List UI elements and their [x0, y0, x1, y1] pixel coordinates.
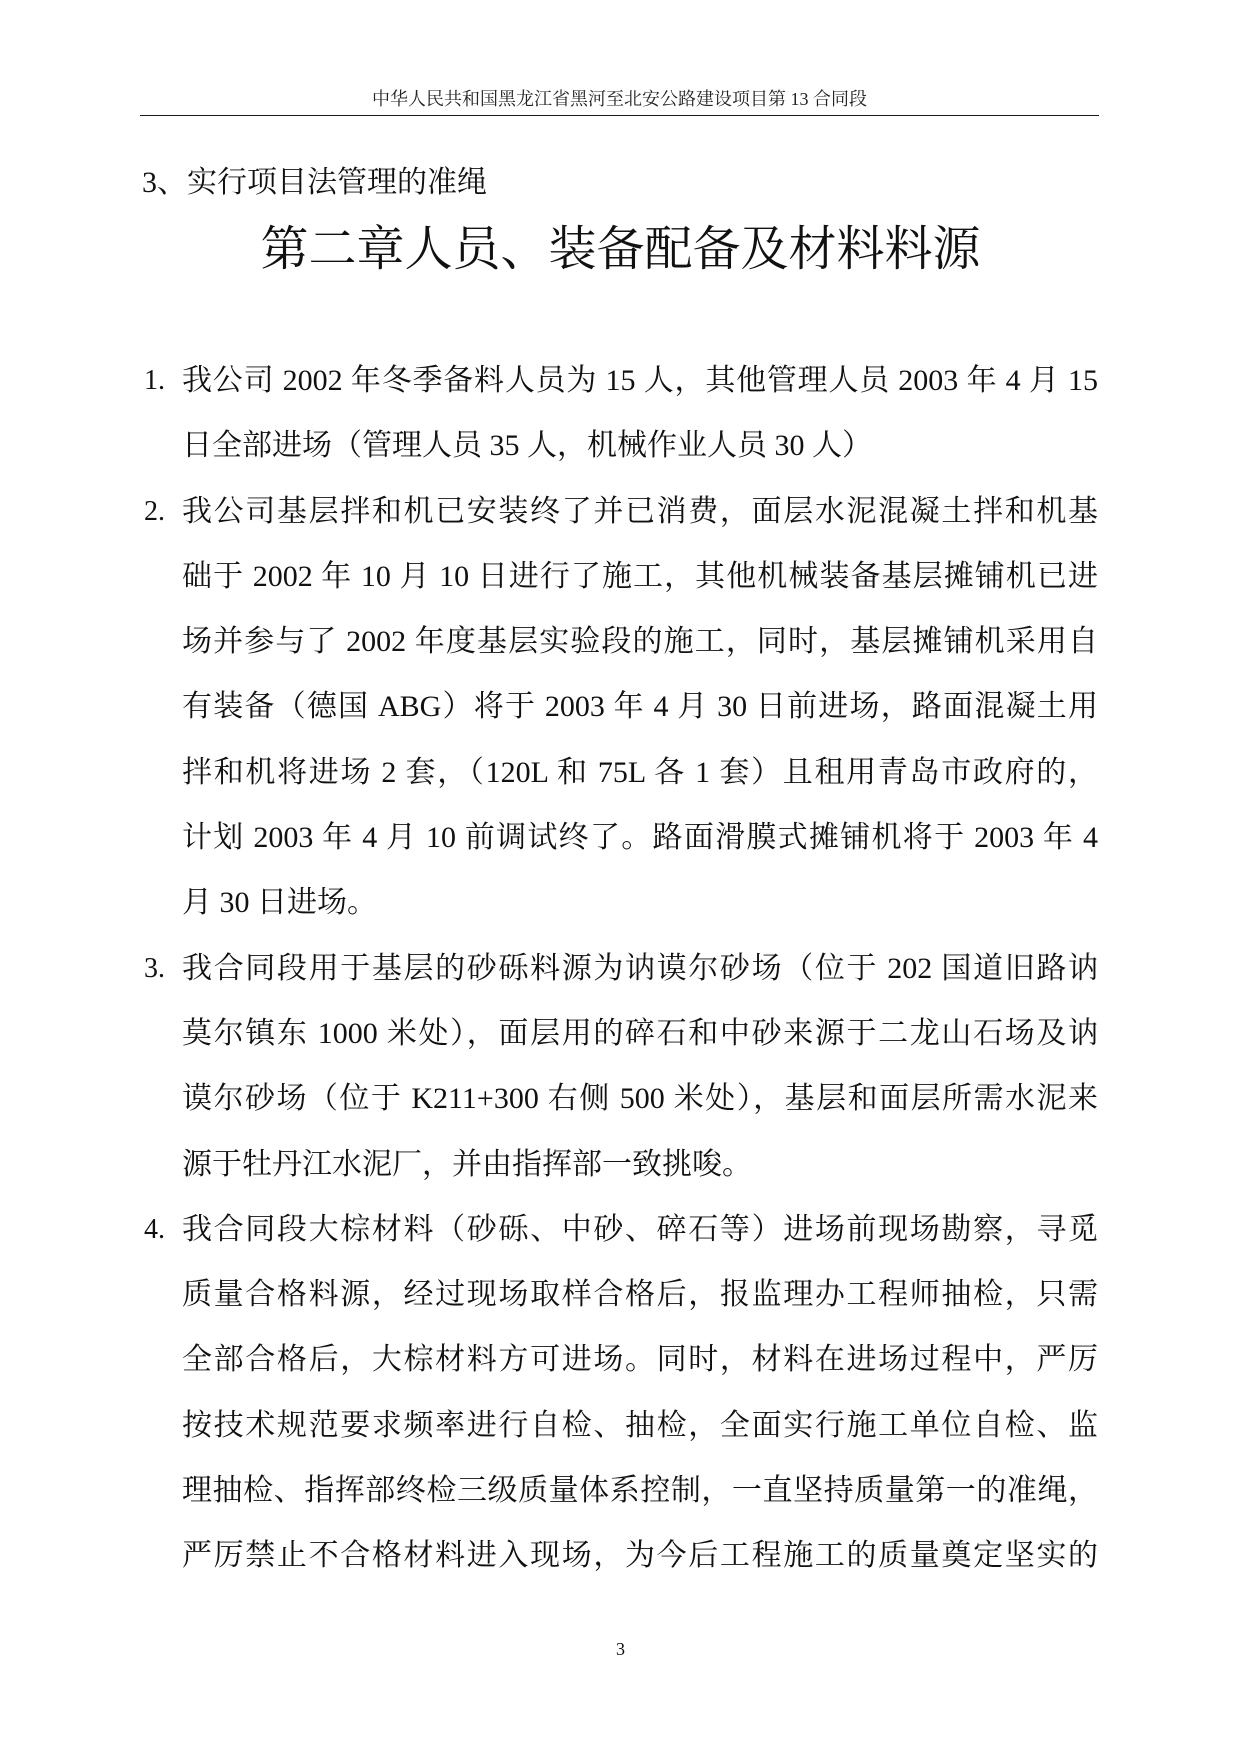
list-item — [144, 348, 1098, 479]
list-item-number: 2. — [144, 495, 165, 527]
list-item-number: 4. — [144, 1213, 165, 1245]
header-rule — [140, 115, 1099, 116]
list-item-text — [182, 1197, 1098, 1589]
list-item-line: 源于牡丹江水泥厂，并由指挥部一致挑唆。 — [182, 1147, 752, 1181]
list-item-line: 谟尔砂场（位于 K211+300 右侧 500 米处），基层和面层所需水泥来 — [182, 1082, 1098, 1116]
list-item-line: 严厉禁止不合格材料进入现场，为今后工程施工的质量奠定坚实的 — [182, 1539, 1098, 1573]
list-item-line: 按技术规范要求频率进行自检、抽检，全面实行施工单位自检、监 — [182, 1408, 1098, 1442]
list-item-line: 日全部进场（管理人员 35 人，机械作业人员 30 人） — [182, 429, 872, 463]
list-item-line: 础于 2002 年 10 月 10 日进行了施工，其他机械装备基层摊铺机已进 — [182, 559, 1098, 593]
list-item-line: 场并参与了 2002 年度基层实验段的施工，同时，基层摊铺机采用自 — [182, 625, 1098, 659]
list-item-line: 质量合格料源，经过现场取样合格后，报监理办工程师抽检，只需 — [182, 1278, 1098, 1312]
list-item-text — [182, 479, 1098, 936]
numbered-list — [144, 348, 1098, 1589]
list-item — [144, 479, 1098, 936]
list-item-number: 1. — [144, 365, 165, 396]
list-item — [144, 936, 1098, 1197]
list-item — [144, 1197, 1098, 1589]
list-item-line: 我合同段用于基层的砂砾料源为讷谟尔砂场（位于 202 国道旧路讷 — [182, 951, 1098, 985]
list-item-line: 月 30 日进场。 — [182, 886, 377, 920]
list-item-line: 我公司 2002 年冬季备料人员为 15 人，其他管理人员 2003 年 4 月 15 — [182, 364, 1098, 397]
list-item-line: 我公司基层拌和机已安装终了并已消费，面层水泥混凝土拌和机基 — [182, 494, 1098, 528]
list-item-line: 理抽检、指挥部终检三级质量体系控制，一直坚持质量第一的准绳， — [182, 1474, 1098, 1508]
list-item-line: 莫尔镇东 1000 米处），面层用的碎石和中砂来源于二龙山石场及讷 — [182, 1016, 1098, 1050]
list-item-line: 全部合格后，大棕材料方可进场。同时，材料在进场过程中，严厉 — [182, 1343, 1098, 1377]
page-number: 3 — [616, 1639, 625, 1659]
list-item-text — [182, 936, 1098, 1197]
list-item-text — [182, 348, 1098, 479]
page-header-text: 中华人民共和国黑龙江省黑河至北安公路建设项目第 13 合同段 — [372, 89, 867, 109]
chapter-title: 第二章人员、装备配备及材料料源 — [260, 223, 981, 276]
section-heading: 3、实行项目法管理的准绳 — [142, 166, 487, 199]
list-item-line: 有装备（德国 ABG）将于 2003 年 4 月 30 日前进场，路面混凝土用 — [182, 690, 1098, 724]
list-item-line: 我合同段大棕材料（砂砾、中砂、碎石等）进场前现场勘察，寻觅 — [182, 1212, 1098, 1246]
list-item-line: 拌和机将进场 2 套，（120L 和 75L 各 1 套）且租用青岛市政府的， — [182, 755, 1098, 789]
list-item-line: 计划 2003 年 4 月 10 前调试终了。路面滑膜式摊铺机将于 2003 年 4 — [182, 821, 1098, 855]
list-item-number: 3. — [144, 952, 165, 984]
